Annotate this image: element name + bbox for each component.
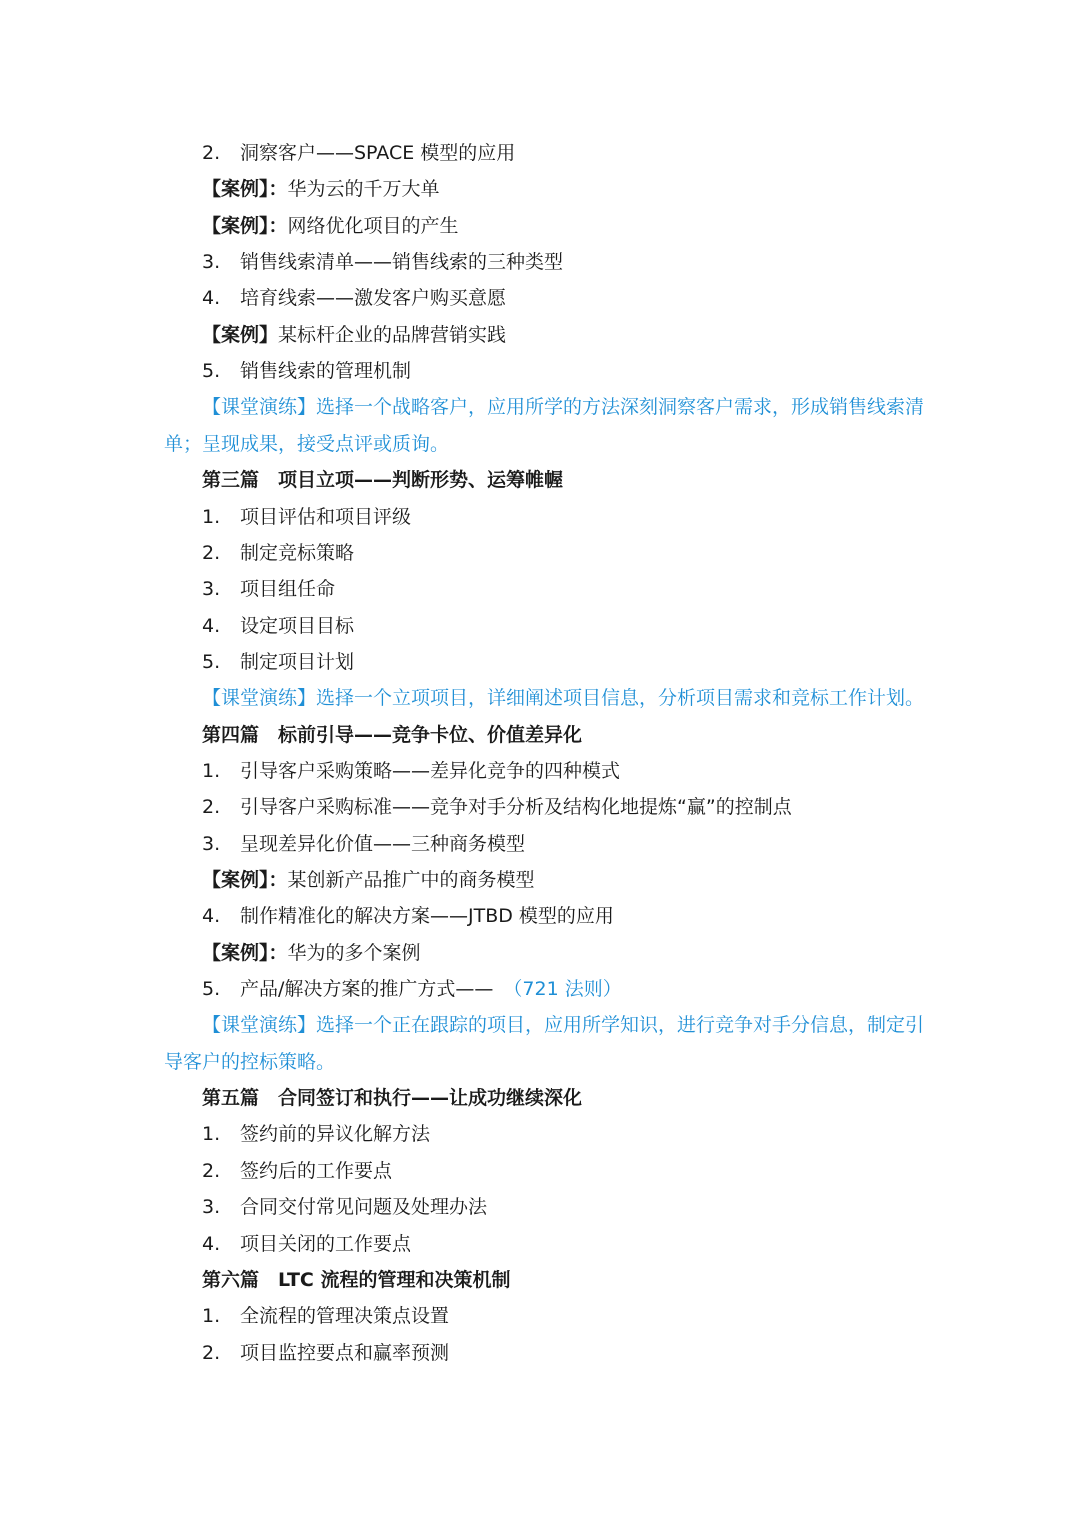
item-text: 培育线索——激发客户购买意愿: [240, 287, 507, 310]
item-text: 销售线索的管理机制: [240, 360, 412, 383]
exercise-text: 【课堂演练】选择一个立项项目，详细阐述项目信息，分析项目需求和竞标工作计划。: [202, 687, 925, 710]
case-title: 华为的多个案例: [287, 941, 421, 964]
exercise-line: [0, 680, 1080, 716]
item-text: 呈现差异化价值——三种商务模型: [240, 832, 526, 855]
exercise-line-continued: [0, 1044, 1080, 1080]
case-text: [202, 862, 535, 898]
item-text: 设定项目目标: [240, 614, 355, 637]
case-text: [202, 171, 440, 207]
item-text: 制定项目计划: [240, 650, 355, 673]
list-item: [0, 353, 1080, 389]
case-title: 某创新产品推广中的商务模型: [287, 869, 535, 891]
exercise-text: 【课堂演练】选择一个正在跟踪的项目，应用所学知识，进行竞争对手分信息，制定引: [202, 1014, 925, 1037]
list-item: [0, 753, 1080, 789]
item-number: 2.: [202, 1159, 221, 1182]
list-item: [0, 244, 1080, 280]
list-item: [0, 1116, 1080, 1152]
case-text: [202, 935, 421, 971]
item-text: 项目关闭的工作要点: [240, 1232, 412, 1255]
list-item: [0, 826, 1080, 862]
case-title: 某标杆企业的品牌营销实践: [278, 323, 507, 346]
exercise-line: [0, 389, 1080, 425]
case-label: 【案例】：: [202, 941, 288, 964]
item-text: 项目评估和项目评级: [240, 505, 412, 528]
list-item: [0, 535, 1080, 571]
list-item: [0, 1226, 1080, 1262]
case-line: [0, 317, 1080, 353]
item-text: 产品/解决方案的推广方式—— （721 法则）: [240, 978, 622, 1001]
item-number: 3.: [202, 251, 221, 274]
list-item: [0, 280, 1080, 316]
list-item: [0, 789, 1080, 825]
item-number: 2.: [202, 541, 221, 564]
case-title: 网络优化项目的产生: [287, 214, 459, 237]
case-title: 华为云的千万大单: [287, 178, 440, 201]
case-text: [202, 317, 506, 353]
case-label: 【案例】：: [202, 214, 288, 237]
item-text: 引导客户采购策略——差异化竞争的四种模式: [240, 759, 621, 782]
item-number: 2.: [202, 1341, 221, 1364]
list-item: [0, 898, 1080, 934]
item-text: 全流程的管理决策点设置: [240, 1305, 450, 1328]
case-line: [0, 171, 1080, 207]
item-text: 签约后的工作要点: [240, 1159, 393, 1182]
list-item: [0, 499, 1080, 535]
item-number: 3.: [202, 1196, 221, 1219]
section-title: 第六篇 LTC 流程的管理和决策机制: [202, 1268, 511, 1291]
exercise-line: [0, 1007, 1080, 1043]
item-number: 3.: [202, 832, 221, 855]
list-item: [0, 1189, 1080, 1225]
section-title: 第五篇 合同签订和执行——让成功继续深化: [202, 1087, 583, 1110]
exercise-line-continued: [0, 426, 1080, 462]
item-number: 4.: [202, 905, 221, 928]
list-item: [0, 135, 1080, 171]
list-item: [0, 644, 1080, 680]
item-text: 销售线索清单——销售线索的三种类型: [240, 251, 564, 274]
case-line: [0, 208, 1080, 244]
list-item: [0, 971, 1080, 1007]
list-item: [0, 571, 1080, 607]
item-text: 签约前的异议化解方法: [240, 1123, 431, 1146]
item-number: 4.: [202, 614, 221, 637]
exercise-text: 导客户的控标策略。: [164, 1050, 336, 1073]
section-heading: [0, 1080, 1080, 1116]
case-text: [202, 208, 459, 244]
item-number: 1.: [202, 505, 221, 528]
section-heading: [0, 717, 1080, 753]
item-text: 制作精准化的解决方案——JTBD 模型的应用: [240, 905, 614, 928]
item-number: 4.: [202, 287, 221, 310]
item-number: 5.: [202, 650, 221, 673]
list-item: [0, 1335, 1080, 1371]
item-number: 2.: [202, 142, 221, 164]
item-number: 1.: [202, 1305, 221, 1328]
exercise-text: 单；呈现成果，接受点评或质询。: [164, 432, 450, 455]
list-item: [0, 1153, 1080, 1189]
item-text: 项目组任命: [240, 578, 336, 601]
item-number: 1.: [202, 1123, 221, 1146]
item-text: 制定竞标策略: [240, 541, 355, 564]
section-title: 第三篇 项目立项——判断形势、运筹帷幄: [202, 469, 564, 492]
case-label: 【案例】：: [202, 869, 288, 891]
list-item: [0, 1298, 1080, 1334]
item-text: 引导客户采购标准——竞争对手分析及结构化地提炼“赢”的控制点: [240, 796, 792, 819]
item-text: 洞察客户——SPACE 模型的应用: [240, 142, 516, 164]
item-number: 3.: [202, 578, 221, 601]
case-label: 【案例】: [202, 323, 279, 346]
section-title: 第四篇 标前引导——竞争卡位、价值差异化: [202, 723, 583, 746]
case-label: 【案例】：: [202, 178, 288, 201]
exercise-text: 【课堂演练】选择一个战略客户，应用所学的方法深刻洞察客户需求，形成销售线索清: [202, 396, 925, 419]
section-heading: [0, 462, 1080, 498]
item-number: 2.: [202, 796, 221, 819]
case-line: [0, 935, 1080, 971]
item-note: （721 法则）: [503, 978, 622, 1001]
item-number: 4.: [202, 1232, 221, 1255]
item-text: 合同交付常见问题及处理办法: [240, 1196, 488, 1219]
item-text: 项目监控要点和赢率预测: [240, 1341, 450, 1364]
section-heading: [0, 1262, 1080, 1298]
item-number: 5.: [202, 978, 221, 1001]
case-line: [0, 862, 1080, 898]
item-number: 5.: [202, 360, 221, 383]
item-number: 1.: [202, 759, 221, 782]
list-item: [0, 608, 1080, 644]
